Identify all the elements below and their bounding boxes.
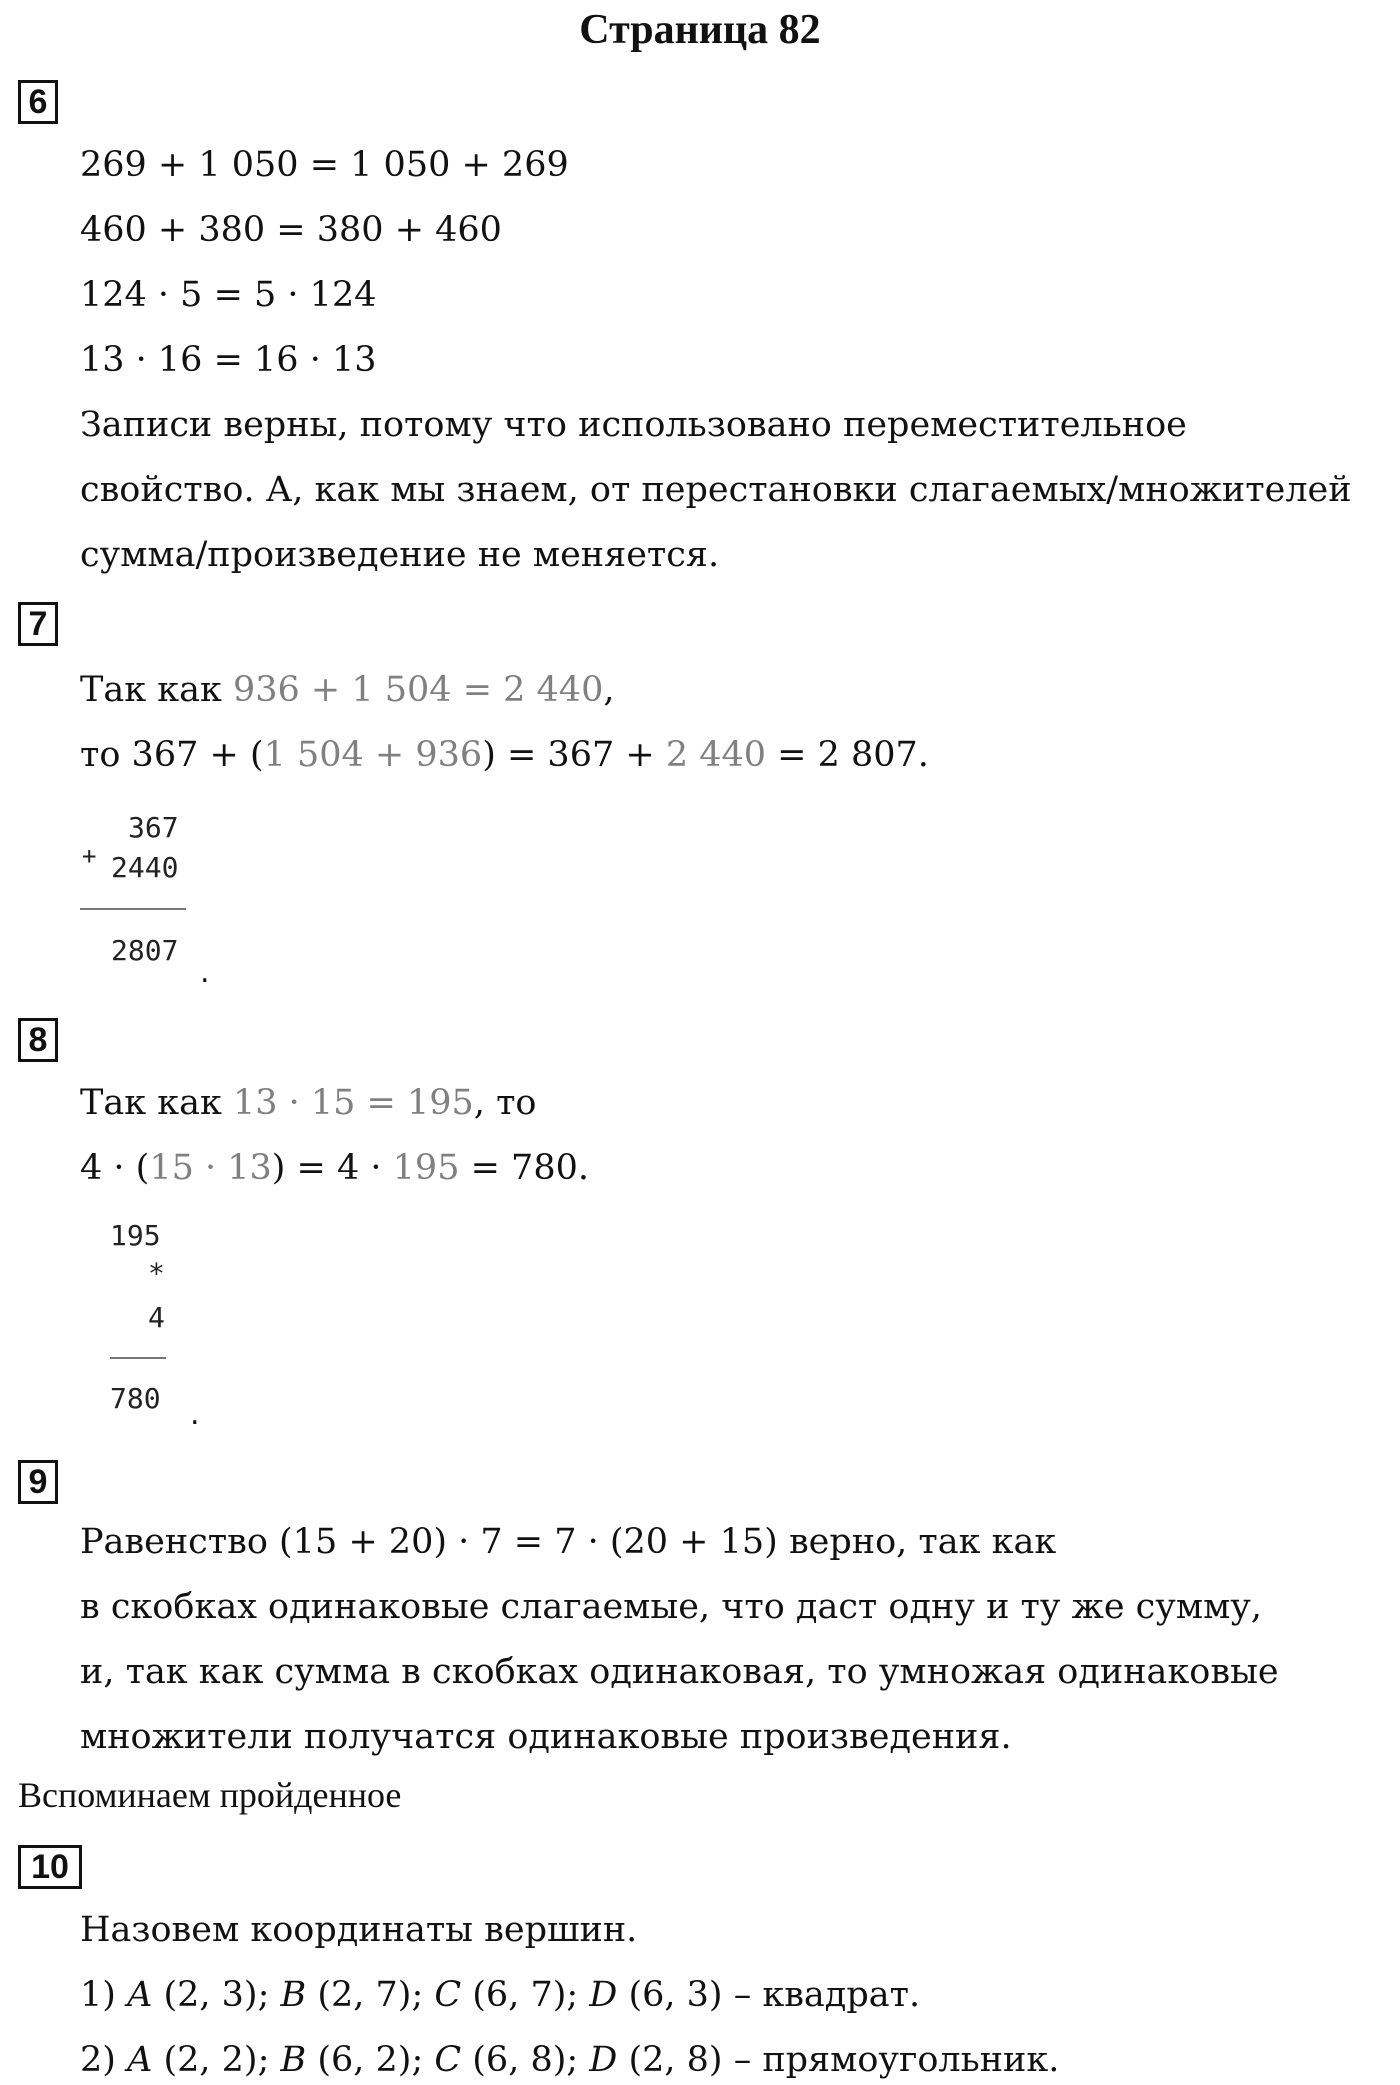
vertex-a-coords: (2, 2);	[152, 2040, 281, 2080]
task9-line-3: и, так как сумма в скобках одинаковая, то умножая одинаковые	[80, 1652, 1279, 1692]
product-rule	[110, 1357, 166, 1359]
vertex-a-coords: (2, 3);	[152, 1975, 281, 2015]
task-number-10: 10	[18, 1845, 82, 1889]
task7-text: Так как	[80, 670, 222, 710]
task7-text: = 2 807.	[766, 735, 929, 775]
sum-result: 2807	[111, 934, 179, 967]
vertex-d: D	[589, 2040, 618, 2080]
task8-highlight: 13 · 15 = 195	[232, 1083, 474, 1123]
task-number-9: 9	[18, 1460, 58, 1504]
task8-text: = 780.	[459, 1148, 589, 1188]
period: .	[190, 1397, 200, 1432]
task7-comma: ,	[603, 670, 615, 710]
period: .	[200, 955, 210, 990]
vertex-b: B	[280, 1975, 307, 2015]
task6-line-6: свойство. А, как мы знаем, от перестановки слагаемых/множителей	[80, 470, 1352, 510]
vertex-c: C	[434, 1975, 462, 2015]
multiplicand: 195	[110, 1219, 161, 1252]
task9-line-1: Равенство (15 + 20) · 7 = 7 · (20 + 15) верно, так как	[80, 1522, 1057, 1562]
vertex-a: A	[127, 2040, 153, 2080]
task7-highlight: 2 440	[665, 735, 767, 775]
task8-highlight: 15 · 13	[149, 1148, 272, 1188]
task8-text: Так как	[80, 1083, 233, 1123]
task-number-6: 6	[18, 80, 58, 124]
plus-sign: +	[82, 842, 97, 870]
vertex-c: C	[434, 2040, 462, 2080]
task6-line-1: 269 + 1 050 = 1 050 + 269	[80, 145, 569, 185]
multiplier: 4	[148, 1301, 165, 1334]
task8-text: , то	[473, 1083, 537, 1123]
task8-text: 4 · (	[80, 1148, 150, 1188]
task8-text: ) = 4 ·	[271, 1148, 393, 1188]
page-title: Страница 82	[579, 7, 821, 53]
task7-line-1	[80, 665, 614, 715]
addend-2: 2440	[111, 851, 179, 884]
vertex-b-coords: (2, 7);	[306, 1975, 435, 2015]
sum-rule	[80, 908, 186, 910]
task10-answer-1	[80, 1970, 920, 2020]
product-result: 780	[110, 1382, 161, 1415]
addend-1: 367	[128, 811, 179, 844]
vertex-c-coords: (6, 8);	[461, 2040, 590, 2080]
section-heading: Вспоминаем пройденное	[18, 1775, 402, 1815]
vertex-d-coords: (6, 3) – квадрат.	[617, 1975, 921, 2015]
task10-answer-2	[80, 2035, 1059, 2085]
task9-line-2: в скобках одинаковые слагаемые, что даст одну и ту же сумму,	[80, 1587, 1263, 1627]
vertex-a: A	[127, 1975, 153, 2015]
task6-line-7: сумма/произведение не меняется.	[80, 535, 720, 575]
task7-highlight: 936 + 1 504 = 2 440	[232, 670, 604, 710]
multiply-sign: *	[148, 1257, 165, 1290]
task9-line-4: множители получатся одинаковые произведения.	[80, 1717, 1012, 1757]
vertex-d-coords: (2, 8) – прямоугольник.	[617, 2040, 1060, 2080]
vertex-c-coords: (6, 7);	[461, 1975, 590, 2015]
task7-line-2	[80, 730, 929, 780]
task-number-7: 7	[18, 602, 58, 646]
task8-line-2	[80, 1143, 589, 1193]
vertex-d: D	[589, 1975, 618, 2015]
task10-line-1: Назовем координаты вершин.	[80, 1910, 638, 1950]
task6-line-4: 13 · 16 = 16 · 13	[80, 340, 377, 380]
task8-highlight: 195	[392, 1148, 460, 1188]
item-number: 1)	[80, 1975, 128, 2015]
vertex-b-coords: (6, 2);	[306, 2040, 435, 2080]
task6-line-2: 460 + 380 = 380 + 460	[80, 210, 502, 250]
task8-line-1	[80, 1078, 537, 1128]
task7-text: ) = 367 +	[482, 735, 666, 775]
item-number: 2)	[80, 2040, 128, 2080]
vertex-b: B	[280, 2040, 307, 2080]
task6-line-5: Записи верны, потому что использовано переместительное	[80, 405, 1187, 445]
task7-text: то 367 + (	[80, 735, 264, 775]
task-number-8: 8	[18, 1018, 58, 1062]
task7-highlight: 1 504 + 936	[263, 735, 483, 775]
task6-line-3: 124 · 5 = 5 · 124	[80, 275, 377, 315]
